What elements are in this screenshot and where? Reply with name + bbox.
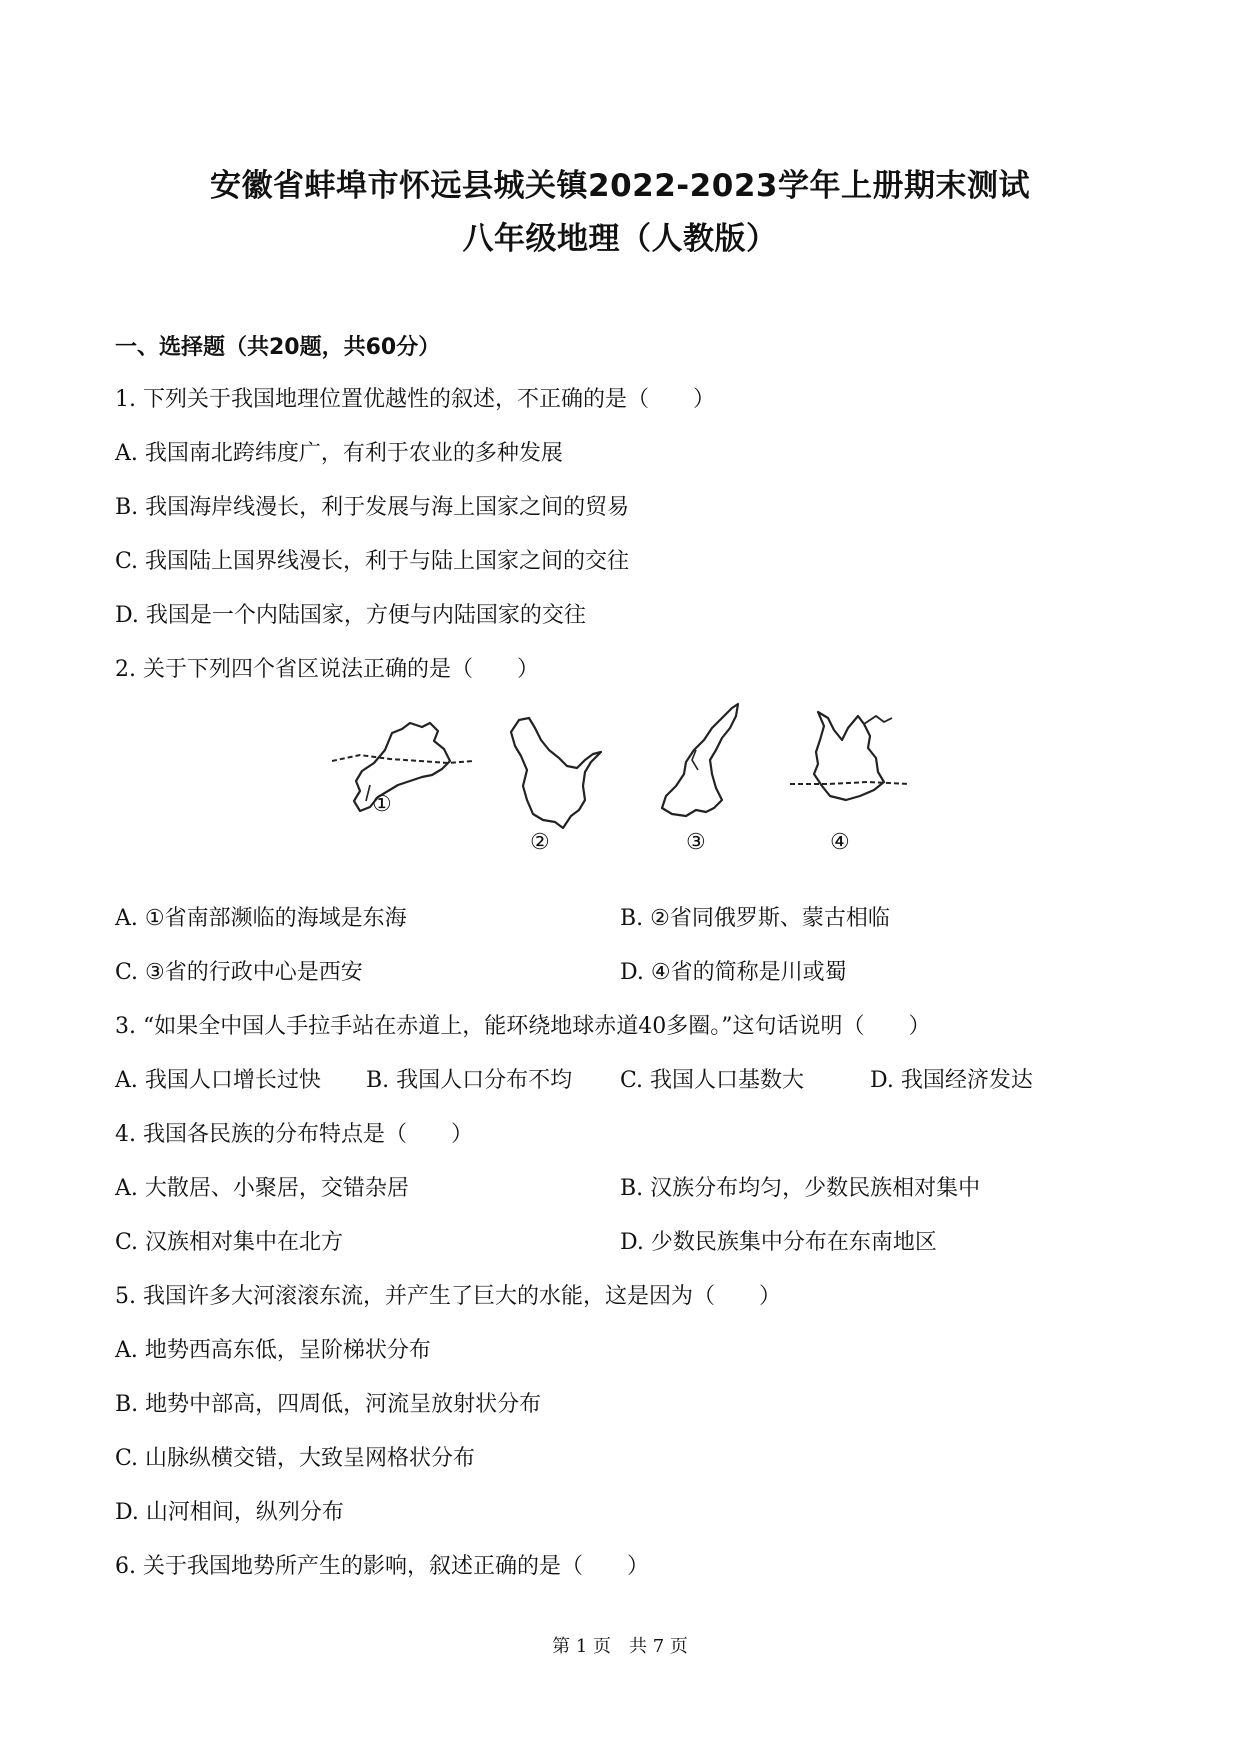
map-label-1: ①	[372, 792, 392, 817]
page-title: 安徽省蚌埠市怀远县城关镇2022-2023学年上册期末测试	[210, 168, 1030, 204]
question-3-option-d: D. 我国经济发达	[870, 1068, 1033, 1093]
question-4-option-c: C. 汉族相对集中在北方	[115, 1230, 344, 1255]
question-4-option-d: D. 少数民族集中分布在东南地区	[620, 1230, 937, 1255]
question-3-stem: 3. “如果全中国人手拉手站在赤道上，能环绕地球赤道40多圈。”这句话说明（ ）	[115, 1014, 931, 1039]
question-2-option-a: A. ①省南部濒临的海域是东海	[115, 906, 407, 931]
question-4-option-b: B. 汉族分布均匀，少数民族相对集中	[620, 1176, 981, 1201]
question-5-option-c: C. 山脉纵横交错，大致呈网格状分布	[115, 1446, 476, 1471]
question-3-option-b: B. 我国人口分布不均	[366, 1068, 573, 1093]
map-label-4: ④	[830, 830, 850, 855]
province-outline-maps	[330, 700, 940, 870]
province-map-2	[505, 710, 625, 840]
question-5-option-b: B. 地势中部高，四周低，河流呈放射状分布	[115, 1392, 542, 1417]
question-1-option-c: C. 我国陆上国界线漫长，利于与陆上国家之间的交往	[115, 549, 630, 574]
question-4-option-a: A. 大散居、小聚居，交错杂居	[115, 1176, 409, 1201]
province-map-1	[330, 715, 480, 825]
province-map-3	[652, 700, 762, 830]
province-map-4	[788, 700, 918, 830]
map-label-3: ③	[686, 830, 706, 855]
page-footer: 第 1 页 共 7 页	[552, 1636, 688, 1657]
question-4-stem: 4. 我国各民族的分布特点是（ ）	[115, 1122, 473, 1147]
question-3-option-a: A. 我国人口增长过快	[115, 1068, 321, 1093]
question-6-stem: 6. 关于我国地势所产生的影响，叙述正确的是（ ）	[115, 1554, 649, 1579]
question-2-option-b: B. ②省同俄罗斯、蒙古相临	[620, 906, 890, 931]
question-2-stem: 2. 关于下列四个省区说法正确的是（ ）	[115, 657, 539, 682]
question-1-option-b: B. 我国海岸线漫长，利于发展与海上国家之间的贸易	[115, 495, 630, 520]
page-subtitle: 八年级地理（人教版）	[462, 221, 778, 257]
question-1-option-d: D. 我国是一个内陆国家，方便与内陆国家的交往	[115, 603, 586, 628]
question-5-option-a: A. 地势西高东低，呈阶梯状分布	[115, 1338, 431, 1363]
question-1-option-a: A. 我国南北跨纬度广，有利于农业的多种发展	[115, 441, 563, 466]
question-2-option-d: D. ④省的简称是川或蜀	[620, 960, 847, 985]
map-label-2: ②	[530, 830, 550, 855]
section-heading: 一、选择题（共20题，共60分）	[115, 335, 441, 360]
question-5-stem: 5. 我国许多大河滚滚东流，并产生了巨大的水能，这是因为（ ）	[115, 1284, 781, 1309]
question-1-stem: 1. 下列关于我国地理位置优越性的叙述，不正确的是（ ）	[115, 387, 715, 412]
question-3-option-c: C. 我国人口基数大	[620, 1068, 805, 1093]
question-2-option-c: C. ③省的行政中心是西安	[115, 960, 363, 985]
question-5-option-d: D. 山河相间，纵列分布	[115, 1500, 344, 1525]
